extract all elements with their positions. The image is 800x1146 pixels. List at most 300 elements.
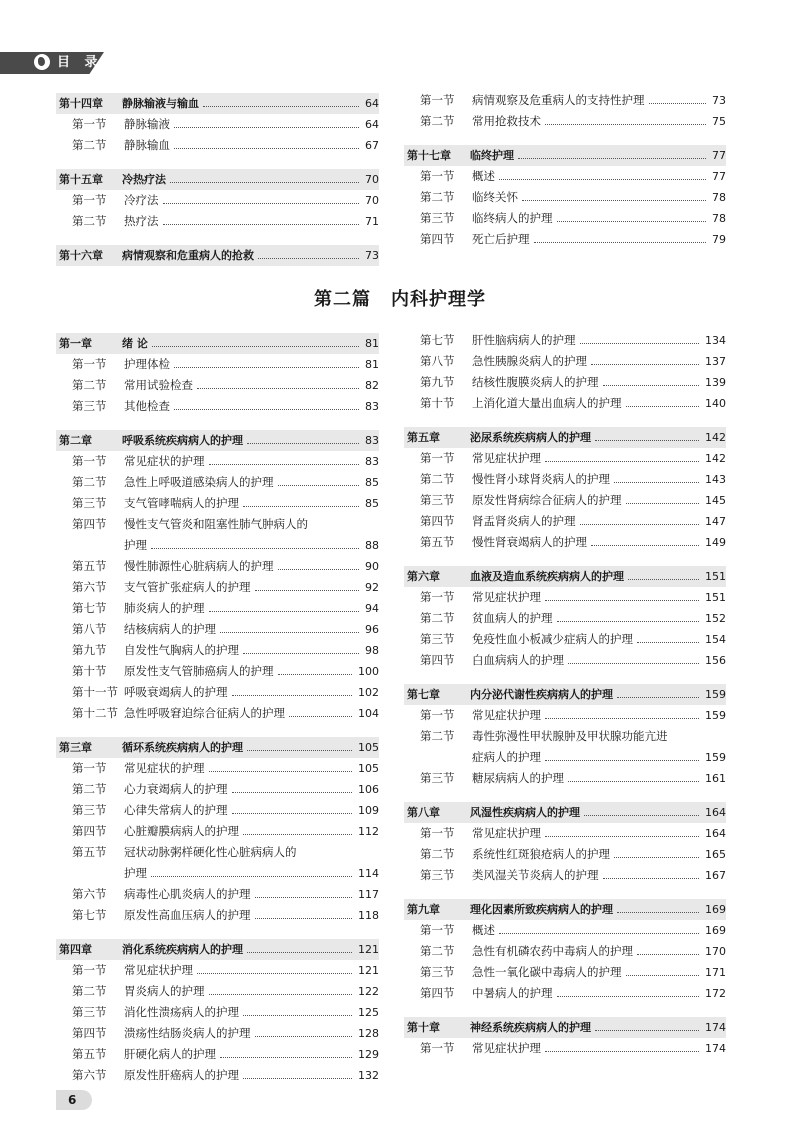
dot-leader	[163, 203, 359, 204]
entry-number: 第一节	[420, 826, 455, 840]
entry-title: 病情观察及危重病人的支持性护理	[472, 93, 645, 107]
toc-section-entry[interactable]	[404, 768, 726, 789]
entry-number: 第十二节	[72, 706, 118, 720]
toc-section-entry[interactable]	[404, 393, 726, 414]
entry-page-number: 105	[358, 741, 379, 754]
toc-section-entry[interactable]	[56, 842, 379, 863]
entry-number: 第三节	[420, 868, 455, 882]
entry-number: 第四节	[72, 517, 107, 531]
entry-number: 第二节	[72, 378, 107, 392]
entry-number: 第四节	[72, 824, 107, 838]
entry-page-number: 73	[712, 94, 726, 107]
dot-leader	[170, 182, 359, 183]
toc-entry-continuation[interactable]	[404, 747, 726, 768]
toc-entry-continuation[interactable]	[56, 535, 379, 556]
dot-leader	[626, 975, 699, 976]
dot-leader	[255, 590, 359, 591]
entry-title: 消化性溃疡病人的护理	[124, 1005, 239, 1019]
entry-number: 第九节	[72, 643, 107, 657]
dot-leader	[557, 221, 706, 222]
entry-page-number: 174	[705, 1042, 726, 1055]
dot-leader	[197, 388, 359, 389]
entry-page-number: 159	[705, 688, 726, 701]
dot-leader	[255, 897, 352, 898]
dot-leader	[626, 406, 699, 407]
entry-title: 病毒性心肌炎病人的护理	[124, 887, 251, 901]
toc-section-entry[interactable]	[56, 758, 379, 779]
dot-leader	[649, 103, 706, 104]
entry-page-number: 169	[705, 903, 726, 916]
entry-title: 常见症状护理	[472, 451, 541, 465]
entry-title: 心脏瓣膜病病人的护理	[124, 824, 239, 838]
entry-title: 结核性腹膜炎病人的护理	[472, 375, 599, 389]
entry-page-number: 96	[365, 623, 379, 636]
toc-section-entry[interactable]	[404, 865, 726, 886]
toc-chapter-entry[interactable]	[56, 939, 379, 960]
toc-section-entry[interactable]	[404, 823, 726, 844]
entry-title: 胃炎病人的护理	[124, 984, 205, 998]
entry-title: 静脉输液	[124, 117, 170, 131]
entry-title: 慢性肺源性心脏病病人的护理	[124, 559, 274, 573]
toc-section-entry[interactable]	[56, 619, 379, 640]
dot-leader	[247, 952, 352, 953]
entry-page-number: 100	[358, 665, 379, 678]
dot-leader	[209, 611, 359, 612]
entry-page-number: 73	[365, 249, 379, 262]
entry-title: 护理	[124, 538, 147, 552]
dot-leader	[557, 621, 699, 622]
dot-leader	[614, 482, 699, 483]
dot-leader	[255, 1036, 352, 1037]
entry-page-number: 151	[705, 591, 726, 604]
entry-page-number: 88	[365, 539, 379, 552]
dot-leader	[545, 1051, 699, 1052]
toc-section-entry[interactable]	[56, 981, 379, 1002]
toc-section-entry[interactable]	[404, 469, 726, 490]
entry-number: 第三节	[72, 803, 107, 817]
entry-number: 第六节	[72, 1068, 107, 1082]
entry-page-number: 85	[365, 476, 379, 489]
toc-section-entry[interactable]	[404, 608, 726, 629]
dot-leader	[278, 674, 352, 675]
entry-page-number: 83	[365, 455, 379, 468]
dot-leader	[617, 697, 699, 698]
entry-page-number: 172	[705, 987, 726, 1000]
dot-leader	[220, 632, 359, 633]
entry-page-number: 78	[712, 191, 726, 204]
toc-section-entry[interactable]	[404, 330, 726, 351]
dot-leader	[174, 148, 359, 149]
entry-page-number: 77	[712, 170, 726, 183]
dot-leader	[614, 857, 699, 858]
entry-number: 第四节	[420, 653, 455, 667]
toc-section-entry[interactable]	[404, 372, 726, 393]
entry-title: 静脉输血	[124, 138, 170, 152]
toc-section-entry[interactable]	[404, 208, 726, 229]
entry-title: 结核病病人的护理	[124, 622, 216, 636]
dot-leader	[278, 485, 359, 486]
entry-page-number: 142	[705, 431, 726, 444]
entry-title: 慢性肾衰竭病人的护理	[472, 535, 587, 549]
toc-chapter-entry[interactable]	[56, 737, 379, 758]
entry-page-number: 142	[705, 452, 726, 465]
toc-entry-continuation[interactable]	[56, 863, 379, 884]
entry-title: 内分泌代谢性疾病病人的护理	[470, 688, 613, 701]
entry-page-number: 83	[365, 400, 379, 413]
toc-section-entry[interactable]	[56, 661, 379, 682]
toc-chapter-entry[interactable]	[404, 145, 726, 166]
entry-number: 第一节	[72, 357, 107, 371]
entry-number: 第一节	[420, 708, 455, 722]
entry-number: 第一节	[72, 117, 107, 131]
entry-title: 常见症状护理	[472, 1041, 541, 1055]
toc-section-entry[interactable]	[56, 1065, 379, 1086]
entry-number: 第二节	[420, 190, 455, 204]
dot-leader	[591, 364, 699, 365]
entry-number: 第三节	[72, 1005, 107, 1019]
dot-leader	[203, 106, 359, 107]
toc-section-entry[interactable]	[56, 577, 379, 598]
toc-section-entry[interactable]	[404, 650, 726, 671]
toc-section-entry[interactable]	[404, 448, 726, 469]
dot-leader	[163, 224, 359, 225]
entry-number: 第一章	[59, 337, 92, 350]
header-title: 目 录	[57, 55, 103, 70]
entry-number: 第三节	[72, 496, 107, 510]
toc-chapter-entry[interactable]	[56, 93, 379, 114]
entry-title: 热疗法	[124, 214, 159, 228]
toc-section-entry[interactable]	[56, 682, 379, 703]
entry-title: 肝性脑病病人的护理	[472, 333, 576, 347]
entry-number: 第二节	[420, 944, 455, 958]
entry-page-number: 147	[705, 515, 726, 528]
toc-chapter-entry[interactable]	[404, 899, 726, 920]
entry-page-number: 152	[705, 612, 726, 625]
entry-number: 第二节	[420, 611, 455, 625]
entry-title: 急性一氧化碳中毒病人的护理	[472, 965, 622, 979]
dot-leader	[243, 506, 359, 507]
entry-number: 第五节	[72, 1047, 107, 1061]
page-number: 6	[68, 1093, 77, 1107]
dot-leader	[255, 918, 352, 919]
dot-leader	[545, 836, 699, 837]
dot-leader	[603, 385, 699, 386]
entry-title: 类风湿关节炎病人的护理	[472, 868, 599, 882]
entry-title: 泌尿系统疾病病人的护理	[470, 431, 591, 444]
entry-title: 症病人的护理	[472, 750, 541, 764]
entry-page-number: 70	[365, 194, 379, 207]
entry-title: 上消化道大量出血病人的护理	[472, 396, 622, 410]
entry-page-number: 125	[358, 1006, 379, 1019]
entry-page-number: 171	[705, 966, 726, 979]
dot-leader	[518, 158, 706, 159]
toc-section-entry[interactable]	[56, 821, 379, 842]
toc-section-entry[interactable]	[56, 135, 379, 156]
entry-page-number: 109	[358, 804, 379, 817]
toc-section-entry[interactable]	[56, 190, 379, 211]
entry-number: 第九节	[420, 375, 455, 389]
entry-page-number: 64	[365, 97, 379, 110]
toc-section-entry[interactable]	[56, 884, 379, 905]
entry-number: 第一节	[72, 761, 107, 775]
entry-title: 免疫性血小板减少症病人的护理	[472, 632, 633, 646]
toc-section-entry[interactable]	[404, 166, 726, 187]
dot-leader	[628, 579, 699, 580]
entry-page-number: 174	[705, 1021, 726, 1034]
toc-section-entry[interactable]	[404, 351, 726, 372]
entry-page-number: 104	[358, 707, 379, 720]
dot-leader	[174, 127, 359, 128]
entry-title: 溃疡性结肠炎病人的护理	[124, 1026, 251, 1040]
toc-section-entry[interactable]	[56, 1023, 379, 1044]
entry-number: 第二节	[72, 782, 107, 796]
toc-chapter-entry[interactable]	[404, 802, 726, 823]
toc-section-entry[interactable]	[404, 1038, 726, 1059]
dot-leader	[595, 1030, 699, 1031]
dot-leader	[591, 545, 699, 546]
toc-section-entry[interactable]	[56, 1044, 379, 1065]
toc-section-entry[interactable]	[404, 962, 726, 983]
dot-leader	[568, 663, 699, 664]
entry-page-number: 156	[705, 654, 726, 667]
entry-number: 第二节	[420, 847, 455, 861]
entry-page-number: 165	[705, 848, 726, 861]
dot-leader	[232, 695, 352, 696]
toc-section-entry[interactable]	[56, 905, 379, 926]
part-name: 内科护理学	[391, 289, 486, 310]
entry-number: 第五节	[72, 845, 107, 859]
entry-page-number: 117	[358, 888, 379, 901]
entry-title: 冷热疗法	[122, 173, 166, 186]
dot-leader	[247, 443, 359, 444]
entry-title: 急性胰腺炎病人的护理	[472, 354, 587, 368]
dot-leader	[545, 461, 699, 462]
toc-section-entry[interactable]	[404, 587, 726, 608]
toc-section-entry[interactable]	[56, 960, 379, 981]
dot-leader	[258, 258, 359, 259]
dot-leader	[152, 346, 359, 347]
toc-section-entry[interactable]	[56, 1002, 379, 1023]
entry-page-number: 164	[705, 806, 726, 819]
dot-leader	[595, 440, 699, 441]
entry-title: 贫血病人的护理	[472, 611, 553, 625]
toc-section-entry[interactable]	[56, 493, 379, 514]
entry-title: 急性有机磷农药中毒病人的护理	[472, 944, 633, 958]
entry-title: 原发性高血压病人的护理	[124, 908, 251, 922]
toc-section-entry[interactable]	[404, 90, 726, 111]
entry-number: 第九章	[407, 903, 440, 916]
entry-page-number: 75	[712, 115, 726, 128]
entry-title: 护理体检	[124, 357, 170, 371]
toc-chapter-entry[interactable]	[56, 169, 379, 190]
entry-title: 死亡后护理	[472, 232, 530, 246]
entry-number: 第八章	[407, 806, 440, 819]
toc-chapter-entry[interactable]	[56, 245, 379, 266]
entry-number: 第七节	[72, 601, 107, 615]
entry-page-number: 154	[705, 633, 726, 646]
toc-section-entry[interactable]	[404, 111, 726, 132]
dot-leader	[637, 642, 699, 643]
entry-page-number: 81	[365, 337, 379, 350]
entry-title: 心力衰竭病人的护理	[124, 782, 228, 796]
entry-title: 呼吸衰竭病人的护理	[124, 685, 228, 699]
entry-page-number: 67	[365, 139, 379, 152]
entry-page-number: 85	[365, 497, 379, 510]
entry-page-number: 105	[358, 762, 379, 775]
entry-title: 绪 论	[122, 337, 148, 350]
entry-number: 第三节	[420, 493, 455, 507]
toc-section-entry[interactable]	[404, 490, 726, 511]
entry-title: 肺炎病人的护理	[124, 601, 205, 615]
toc-section-entry[interactable]	[56, 451, 379, 472]
entry-page-number: 128	[358, 1027, 379, 1040]
entry-title: 风湿性疾病病人的护理	[470, 806, 580, 819]
entry-page-number: 151	[705, 570, 726, 583]
dot-leader	[499, 179, 706, 180]
entry-title: 常见症状的护理	[124, 761, 205, 775]
toc-section-entry[interactable]	[404, 844, 726, 865]
entry-title: 概述	[472, 923, 495, 937]
entry-number: 第一节	[420, 590, 455, 604]
entry-title: 临终关怀	[472, 190, 518, 204]
dot-leader	[278, 569, 359, 570]
toc-chapter-entry[interactable]	[404, 566, 726, 587]
dot-leader	[209, 464, 359, 465]
entry-page-number: 70	[365, 173, 379, 186]
entry-page-number: 83	[365, 434, 379, 447]
toc-column-right	[404, 330, 726, 1059]
dot-leader	[557, 996, 699, 997]
entry-page-number: 98	[365, 644, 379, 657]
toc-section-entry[interactable]	[56, 211, 379, 232]
entry-number: 第一节	[420, 923, 455, 937]
entry-number: 第三节	[72, 399, 107, 413]
toc-section-entry[interactable]	[56, 779, 379, 800]
entry-page-number: 90	[365, 560, 379, 573]
toc-section-entry[interactable]	[404, 629, 726, 650]
dot-leader	[174, 367, 359, 368]
entry-number: 第二节	[72, 984, 107, 998]
entry-title: 常用抢救技术	[472, 114, 541, 128]
toc-section-entry[interactable]	[56, 640, 379, 661]
entry-title: 冷疗法	[124, 193, 159, 207]
toc-section-entry[interactable]	[56, 472, 379, 493]
toc-section-entry[interactable]	[56, 375, 379, 396]
entry-number: 第十节	[72, 664, 107, 678]
entry-page-number: 170	[705, 945, 726, 958]
entry-page-number: 161	[705, 772, 726, 785]
part-title	[0, 286, 800, 314]
toc-section-entry[interactable]	[56, 354, 379, 375]
toc-section-entry[interactable]	[404, 511, 726, 532]
entry-number: 第二节	[420, 114, 455, 128]
entry-title: 糖尿病病人的护理	[472, 771, 564, 785]
entry-title: 常见症状护理	[472, 708, 541, 722]
toc-section-entry[interactable]	[404, 983, 726, 1004]
dot-leader	[151, 548, 359, 549]
toc-chapter-entry[interactable]	[404, 684, 726, 705]
entry-page-number: 121	[358, 943, 379, 956]
entry-page-number: 71	[365, 215, 379, 228]
entry-number: 第八节	[72, 622, 107, 636]
entry-page-number: 77	[712, 149, 726, 162]
toc-section-entry[interactable]	[56, 396, 379, 417]
toc-section-entry[interactable]	[404, 229, 726, 250]
toc-section-entry[interactable]	[404, 920, 726, 941]
toc-section-entry[interactable]	[404, 705, 726, 726]
entry-number: 第二节	[72, 138, 107, 152]
entry-number: 第三节	[420, 211, 455, 225]
entry-page-number: 79	[712, 233, 726, 246]
toc-chapter-entry[interactable]	[404, 427, 726, 448]
entry-title: 常见症状的护理	[124, 454, 205, 468]
entry-number: 第七章	[407, 688, 440, 701]
toc-section-entry[interactable]	[56, 556, 379, 577]
toc-section-entry[interactable]	[56, 598, 379, 619]
entry-page-number: 134	[705, 334, 726, 347]
toc-section-entry[interactable]	[56, 514, 379, 535]
entry-title: 其他检查	[124, 399, 170, 413]
entry-title: 毒性弥漫性甲状腺肿及甲状腺功能亢进	[472, 729, 668, 743]
toc-section-entry[interactable]	[56, 114, 379, 135]
entry-page-number: 145	[705, 494, 726, 507]
entry-number: 第一节	[420, 1041, 455, 1055]
entry-title: 肾盂肾炎病人的护理	[472, 514, 576, 528]
toc-chapter-entry[interactable]	[56, 430, 379, 451]
dot-leader	[243, 653, 359, 654]
entry-title: 支气管扩张症病人的护理	[124, 580, 251, 594]
entry-number: 第一节	[420, 451, 455, 465]
entry-page-number: 102	[358, 686, 379, 699]
entry-page-number: 114	[358, 867, 379, 880]
toc-section-entry[interactable]	[404, 941, 726, 962]
entry-title: 急性上呼吸道感染病人的护理	[124, 475, 274, 489]
toc-column-top-left	[56, 93, 379, 266]
entry-number: 第十四章	[59, 97, 103, 110]
dot-leader	[232, 792, 352, 793]
entry-title: 慢性肾小球肾炎病人的护理	[472, 472, 610, 486]
entry-title: 呼吸系统疾病病人的护理	[122, 434, 243, 447]
entry-page-number: 137	[705, 355, 726, 368]
entry-number: 第四章	[59, 943, 92, 956]
toc-section-entry[interactable]	[56, 703, 379, 724]
entry-page-number: 78	[712, 212, 726, 225]
toc-section-entry[interactable]	[404, 532, 726, 553]
dot-leader	[522, 200, 706, 201]
entry-page-number: 167	[705, 869, 726, 882]
entry-number: 第十七章	[407, 149, 451, 162]
entry-title: 血液及造血系统疾病病人的护理	[470, 570, 624, 583]
entry-number: 第十章	[407, 1021, 440, 1034]
toc-section-entry[interactable]	[404, 726, 726, 747]
entry-page-number: 92	[365, 581, 379, 594]
entry-number: 第五章	[407, 431, 440, 444]
entry-title: 循环系统疾病病人的护理	[122, 741, 243, 754]
entry-title: 原发性肝癌病人的护理	[124, 1068, 239, 1082]
dot-leader	[247, 750, 352, 751]
toc-section-entry[interactable]	[56, 800, 379, 821]
dot-leader	[617, 912, 699, 913]
toc-chapter-entry[interactable]	[404, 1017, 726, 1038]
dot-leader	[534, 242, 706, 243]
entry-title: 常见症状护理	[472, 590, 541, 604]
toc-section-entry[interactable]	[404, 187, 726, 208]
entry-page-number: 129	[358, 1048, 379, 1061]
entry-title: 常用试验检查	[124, 378, 193, 392]
entry-title: 中暑病人的护理	[472, 986, 553, 1000]
entry-number: 第八节	[420, 354, 455, 368]
toc-chapter-entry[interactable]	[56, 333, 379, 354]
